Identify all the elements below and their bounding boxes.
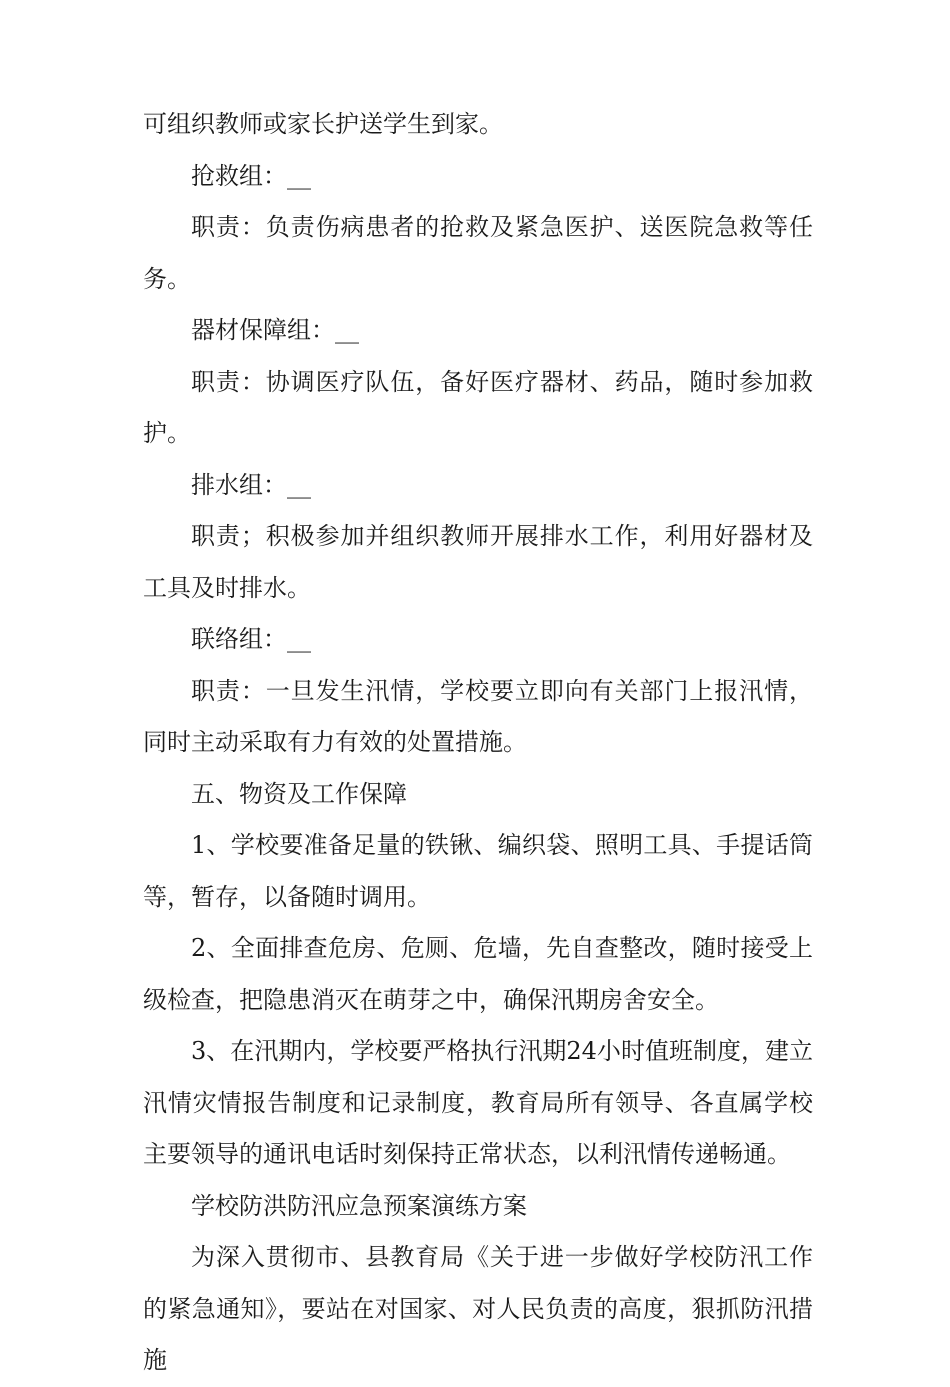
paragraph-continuation: 可组织教师或家长护送学生到家。 xyxy=(143,110,503,138)
paragraph-liaison-group: 联络组：__ xyxy=(191,625,311,653)
paragraph-item-3: 3、在汛期内，学校要严格执行汛期24小时值班制度，建立汛情灾情报告制度和记录制度，教育局所有领导、各直属学校主要领导的通讯电话时刻保持正常状态，以利汛情传递畅通。 xyxy=(143,1037,813,1168)
paragraph-drainage-group: 排水组：__ xyxy=(191,470,311,499)
paragraph-drainage-duty: 职责；积极参加并组织教师开展排水工作，利用好器材及工具及时排水。 xyxy=(143,522,813,602)
section-heading-supplies: 五、物资及工作保障 xyxy=(191,779,407,808)
paragraph-item-2: 2、全面排查危房、危厕、危墙，先自查整改，随时接受上级检查，把隐患消灭在萌芽之中，确保汛期房舍安全。 xyxy=(143,934,813,1014)
paragraph-liaison-duty: 职责：一旦发生汛情，学校要立即向有关部门上报汛情，同时主动采取有力有效的处置措施。 xyxy=(143,676,813,756)
paragraph-equipment-duty: 职责：协调医疗队伍，备好医疗器材、药品，随时参加救护。 xyxy=(143,367,813,447)
paragraph-equipment-group: 器材保障组：__ xyxy=(191,316,359,344)
paragraph-rescue-duty: 职责：负责伤病患者的抢救及紧急医护、送医院急救等任务。 xyxy=(143,213,813,293)
paragraph-rescue-group: 抢救组：__ xyxy=(191,161,311,190)
document-body xyxy=(143,99,813,1387)
paragraph-item-1: 1、学校要准备足量的铁锹、编织袋、照明工具、手提话筒等，暂存，以备随时调用。 xyxy=(143,831,813,911)
paragraph-intro: 为深入贯彻市、县教育局《关于进一步做好学校防汛工作的紧急通知》，要站在对国家、对人民负责的高度，狠抓防汛措施 xyxy=(143,1243,813,1374)
document-title: 学校防洪防汛应急预案演练方案 xyxy=(191,1191,527,1220)
